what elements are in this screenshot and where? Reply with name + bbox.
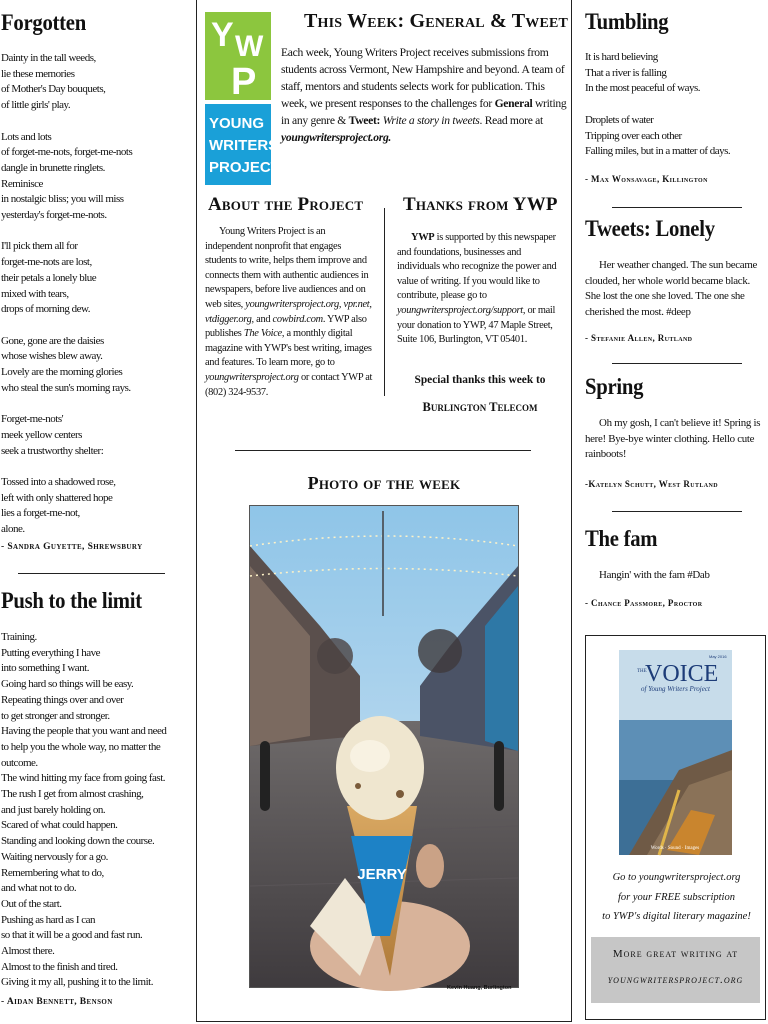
- spring-byline: -Katelyn Schutt, West Rutland: [585, 479, 718, 489]
- fam-title: The fam: [585, 526, 658, 551]
- this-week-text-2: writing in any genre &: [281, 97, 567, 127]
- thanks-url[interactable]: youngwritersproject.org/support: [397, 304, 523, 316]
- voice-cover-art: [619, 650, 732, 855]
- voice-ad-line3: to YWP's digital literary magazine!: [602, 911, 751, 922]
- ywp-logo: [205, 12, 280, 185]
- about-text-3: . YWP also publishes: [205, 313, 367, 340]
- thanks-title: Thanks from YWP: [403, 194, 558, 215]
- voice-ad-line2: for your FREE subscription: [618, 891, 735, 903]
- about-voice: The Voice: [243, 328, 282, 340]
- push-byline: - Aidan Bennett, Benson: [1, 997, 113, 1007]
- about-title: About the Project: [208, 194, 364, 215]
- left-divider: [18, 573, 165, 574]
- fam-body: Hangin' with the fam #Dab: [599, 569, 710, 581]
- center-vertical-divider: [384, 208, 385, 396]
- this-week-title: This Week: General & Tweet: [304, 10, 569, 32]
- center-divider: [235, 450, 531, 451]
- about-body: [205, 225, 375, 400]
- voice-cover-corner: May 2016: [709, 654, 727, 659]
- about-text-5: or contact YWP at (802) 324-9537.: [205, 371, 373, 398]
- push-title: Push to the limit: [1, 588, 142, 613]
- center-column: [196, 0, 572, 1022]
- this-week-text-1: Each week, Young Writers Project receives submissions from students across Vermont, New Hampshire and beyond. A team of staff, mentors and students selects work for publication. This week, we present responses to the challenges for: [281, 46, 565, 110]
- banner-line1: More great writing at: [612, 948, 739, 960]
- this-week-url[interactable]: youngwritersproject.org.: [281, 131, 392, 144]
- voice-cover-subtitle: of Young Writers Project: [641, 685, 710, 693]
- thanks-text-1: is supported by this newspaper and foundations, businesses and individuals who recognize the power and value of writing. If you would like to contribute, please go to: [397, 232, 557, 302]
- about-text-2: and: [253, 313, 273, 325]
- logo-line3: PROJECT: [209, 159, 280, 176]
- photo-image: [250, 506, 518, 987]
- tweets-body: Her weather changed. The sun became clouded, her whole world became black. She lost the one she loved. The one she cherished the most. #deep: [585, 259, 758, 318]
- voice-cover-the: THE: [637, 669, 647, 674]
- about-cowbird[interactable]: cowbird.com: [272, 313, 323, 325]
- cone-text: JERRY: [357, 866, 407, 883]
- logo-letter-w: W: [235, 30, 264, 63]
- photo-title: Photo of the week: [307, 473, 461, 493]
- this-week-tweet: Tweet:: [348, 114, 381, 127]
- voice-ad-text: [586, 868, 767, 927]
- banner-line2: youngwritersproject.org: [607, 974, 744, 986]
- spring-title: Spring: [585, 374, 644, 399]
- about-text-4: , a monthly digital magazine with YWP's best writing, images and features. To learn more, go to: [205, 328, 372, 369]
- voice-cover-bottom: Words · Sound · Images: [650, 846, 700, 851]
- this-week-body: [281, 44, 567, 146]
- thanks-special: Special thanks this week to: [414, 374, 546, 386]
- thanks-text-2: , or mail your donation to YWP, 47 Maple Street, Suite 106, Burlington, VT 05401.: [397, 304, 556, 346]
- forgotten-byline: - Sandra Guyette, Shrewsbury: [1, 542, 143, 552]
- tumbling-title: Tumbling: [585, 9, 669, 34]
- voice-ad-line1[interactable]: Go to youngwritersproject.org: [612, 872, 741, 883]
- about-sites[interactable]: youngwritersproject.org, vpr.net, vtdigger.org,: [205, 298, 372, 325]
- right-divider-2: [612, 363, 742, 364]
- tumbling-byline: - Max Wonsavage, Killington: [585, 174, 708, 184]
- logo-line2: WRITERS: [209, 137, 279, 154]
- voice-magazine-cover[interactable]: [619, 650, 732, 855]
- more-writing-banner[interactable]: [591, 937, 760, 1003]
- push-poem: Training. Putting everything I have into something I want. Going hard so things will be easy. Repeating things over and over to get stronger and stronger. Having the people that you want and need to help you the whole way, no matter the outcome. The wind hitting my face from going fast. The rush I get from almost crashing, and just barely holding on. Scared of what could happen. Standing and looking down the course. Waiting nervously for a go. Remembering what to do, and what not to do. Out of the start. Pushing as hard as I can so that it will be a good and fast run. Almost there. Almost to the finish and tired. Giving it my all, pushing it to the limit.: [1, 631, 167, 989]
- forgotten-poem: Dainty in the tall weeds, lie these memories of Mother's Day bouquets, of little girls' play. Lots and lots of forget-me-nots, forget-me-nots dangle in brunette ringlets. Reminisce in nostalgic bliss; you will miss yesterday's forget-me-nots. I'll pick them all for forget-me-nots are lost, their petals a lonely blue mixed with tears, drops of morning dew. Gone, gone are the daisies whose wishes blew away. Lovely are the morning glories who steal the sun's morning rays. Forget-me-nots' meek yellow centers seek a trustworthy shelter: Tossed into a shadowed rose, left with only shattered hope lies a forget-me-not, alone.: [1, 52, 133, 536]
- thanks-ywp: YWP: [411, 232, 435, 243]
- photo-of-the-week: [249, 505, 519, 988]
- forgotten-title: Forgotten: [1, 10, 86, 35]
- voice-ad: [585, 635, 766, 1020]
- logo-line1: YOUNG: [209, 115, 265, 132]
- this-week-general: General: [494, 97, 533, 110]
- logo-letter-y: Y: [211, 16, 234, 54]
- thanks-body: [397, 231, 561, 348]
- thanks-sponsor: Burlington Telecom: [422, 400, 538, 414]
- ywp-logo-graphic: [205, 12, 280, 185]
- fam-byline: - Chance Passmore, Proctor: [585, 598, 703, 608]
- photo-credit: Kevin Huang, Burlington: [447, 985, 512, 991]
- spring-body: Oh my gosh, I can't believe it! Spring is here! Bye-bye winter clothing. Hello cute rainboots!: [585, 417, 761, 460]
- tweets-byline: - Stefanie Allen, Rutland: [585, 333, 693, 343]
- voice-cover-title: VOICE: [645, 661, 719, 687]
- tweets-title: Tweets: Lonely: [585, 216, 715, 241]
- this-week-tweet-prompt: Write a story in tweets: [382, 114, 480, 127]
- this-week-text-3: . Read more at: [479, 114, 543, 127]
- tumbling-poem: It is hard believing That a river is falling In the most peaceful of ways. Droplets of water Tripping over each other Falling miles, but in a matter of days.: [585, 51, 731, 158]
- logo-letter-p: P: [231, 61, 257, 103]
- about-text-1: Young Writers Project is an independent nonprofit that engages students to write, helps them improve and connects them with authentic audiences in newspapers, before live audiences and on web sites,: [205, 226, 369, 310]
- right-divider-3: [612, 511, 742, 512]
- right-divider-1: [612, 207, 742, 208]
- about-url[interactable]: youngwritersproject.org: [205, 371, 299, 383]
